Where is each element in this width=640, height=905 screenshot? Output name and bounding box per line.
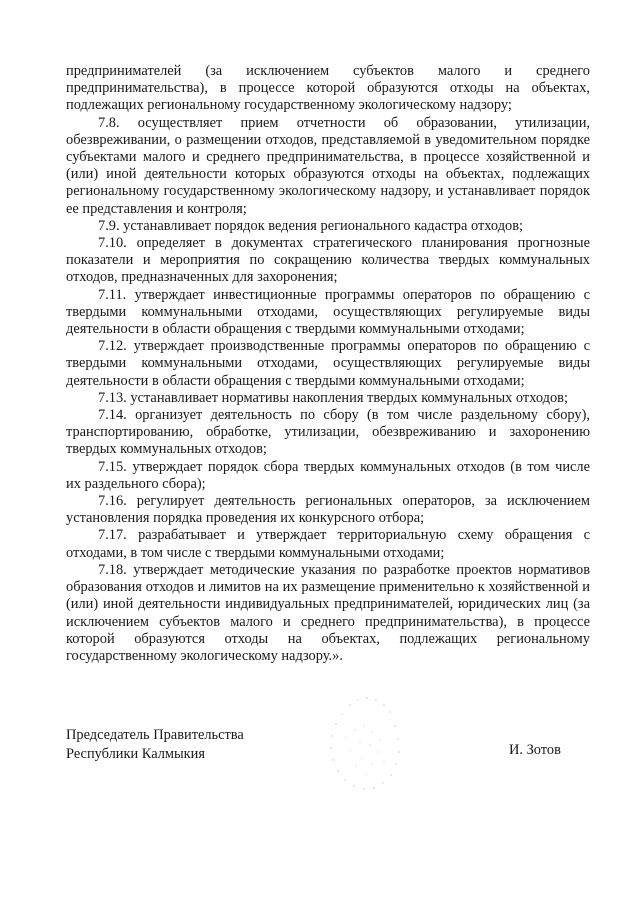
item-7-16: 7.16. регулирует деятельность региональных операторов, за исключением установления порядка проведения их конкурсного отбора; [66,493,590,527]
item-7-9: 7.9. устанавливает порядок ведения регионального кадастра отходов; [98,217,524,234]
continuation-paragraph: предпринимателей (за исключением субъектов малого и среднего предпринимательства), в процессе которой образуются отходы на объектах, подлежащих региональному государственному экологическому надзору; [66,63,590,114]
item-7-13: 7.13. устанавливает нормативы накопления твердых коммунальных отходов; [98,389,568,406]
item-7-17: 7.17. разрабатывает и утверждает территориальную схему обращения с отходами, в том числе с твердыми коммунальными отходами; [66,527,590,561]
document-body [66,63,590,665]
faint-seal-stamp-icon [320,690,410,800]
item-7-18: 7.18. утверждает методические указания по разработке проектов нормативов образования отходов и лимитов на их размещение применительно к хозяйственной и (или) иной деятельности индивидуальных предпринимателей, юридических лиц (за исключением субъектов малого и среднего предпринимательства), в процессе которой образуются отходы на объектах, подлежащих региональному государственному экологическому надзору.». [66,561,590,664]
signer-title-line1: Председатель Правительства [66,727,244,743]
item-7-15: 7.15. утверждает порядок сбора твердых коммунальных отходов (в том числе их раздельного сбора); [66,458,590,492]
item-7-11: 7.11. утверждает инвестиционные программы операторов по обращению с твердыми коммунальными отходами, осуществляющих регулируемые виды деятельности в области обращения с твердыми коммунальными отходами; [66,286,590,338]
item-7-12: 7.12. утверждает производственные программы операторов по обращению с твердыми коммунальными отходами, осуществляющих регулируемые виды деятельности в области обращения с твердыми коммунальными отходами; [66,338,590,389]
signature-block [66,726,244,764]
item-7-8: 7.8. осуществляет прием отчетности об образовании, утилизации, обезвреживании, о размещении отходов, представляемой в уведомительном порядке субъектами малого и среднего предпринимательства, в процессе хозяйственной и (или) иной деятельности которых образуются отходы на объектах, подлежащих региональному государственному экологическому надзору, и устанавливает порядок ее представления и контроля; [66,114,590,217]
signer-name: И. Зотов [509,742,561,758]
item-7-10: 7.10. определяет в документах стратегического планирования прогнозные показатели и мероприятия по сокращению количества твердых коммунальных отходов, предназначенных для захоронения; [66,235,590,286]
signer-title-line2: Республики Калмыкия [66,746,205,762]
item-7-14: 7.14. организует деятельность по сбору (в том числе раздельному сбору), транспортированию, обработке, утилизации, обезвреживанию и захоронению твердых коммунальных отходов; [66,407,590,458]
